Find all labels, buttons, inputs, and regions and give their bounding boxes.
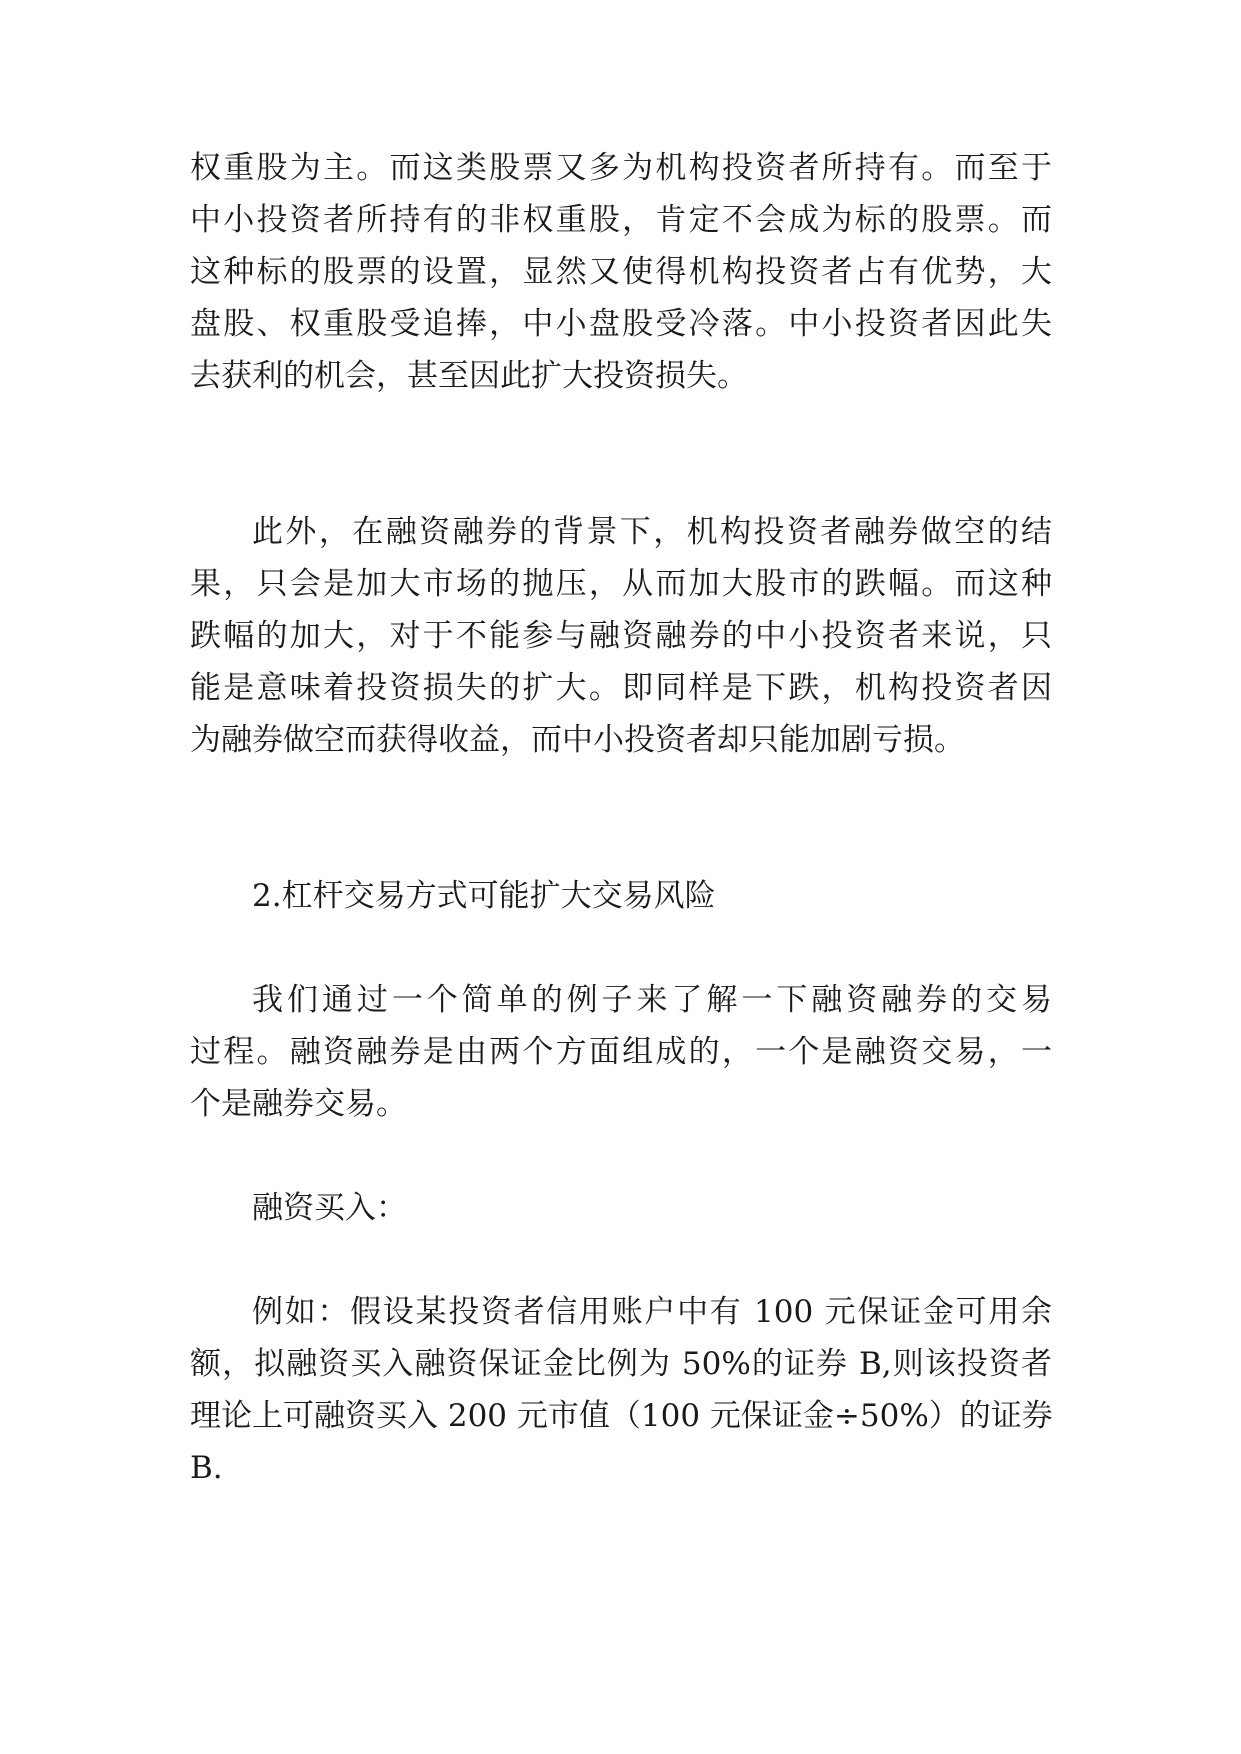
paragraph-2-line-2: 果，只会是加大市场的抛压，从而加大股市的跌幅。而这种	[190, 566, 1052, 602]
paragraph-4-line-4: B.	[190, 1450, 223, 1486]
paragraph-1-line-5: 去获利的机会，甚至因此扩大投资损失。	[190, 358, 748, 394]
paragraph-2-line-3: 跌幅的加大，对于不能参与融资融券的中小投资者来说，只	[190, 618, 1052, 654]
paragraph-1-line-1: 权重股为主。而这类股票又多为机构投资者所持有。而至于	[190, 150, 1052, 186]
paragraph-3-line-1: 我们通过一个简单的例子来了解一下融资融券的交易	[252, 982, 1052, 1018]
paragraph-2-line-4: 能是意味着投资损失的扩大。即同样是下跌，机构投资者因	[190, 670, 1052, 706]
paragraph-1-line-3: 这种标的股票的设置，显然又使得机构投资者占有优势，大	[190, 254, 1052, 290]
paragraph-3-line-3: 个是融券交易。	[190, 1086, 407, 1122]
paragraph-2-line-1: 此外，在融资融券的背景下，机构投资者融券做空的结	[252, 514, 1052, 550]
paragraph-2-line-5: 为融券做空而获得收益，而中小投资者却只能加剧亏损。	[190, 722, 965, 758]
subheading-financing-buy: 融资买入：	[252, 1190, 407, 1226]
paragraph-4-line-2: 额，拟融资买入融资保证金比例为 50%的证券 B,则该投资者	[190, 1346, 1052, 1382]
paragraph-1-line-4: 盘股、权重股受追捧，中小盘股受冷落。中小投资者因此失	[190, 306, 1052, 342]
paragraph-4-line-1: 例如：假设某投资者信用账户中有 100 元保证金可用余	[252, 1294, 1052, 1330]
paragraph-1-line-2: 中小投资者所持有的非权重股，肯定不会成为标的股票。而	[190, 202, 1052, 238]
paragraph-3-line-2: 过程。融资融券是由两个方面组成的，一个是融资交易，一	[190, 1034, 1052, 1070]
paragraph-4-line-3: 理论上可融资买入 200 元市值（100 元保证金÷50%）的证券	[190, 1398, 1053, 1434]
section-heading: 2.杠杆交易方式可能扩大交易风险	[252, 878, 716, 914]
